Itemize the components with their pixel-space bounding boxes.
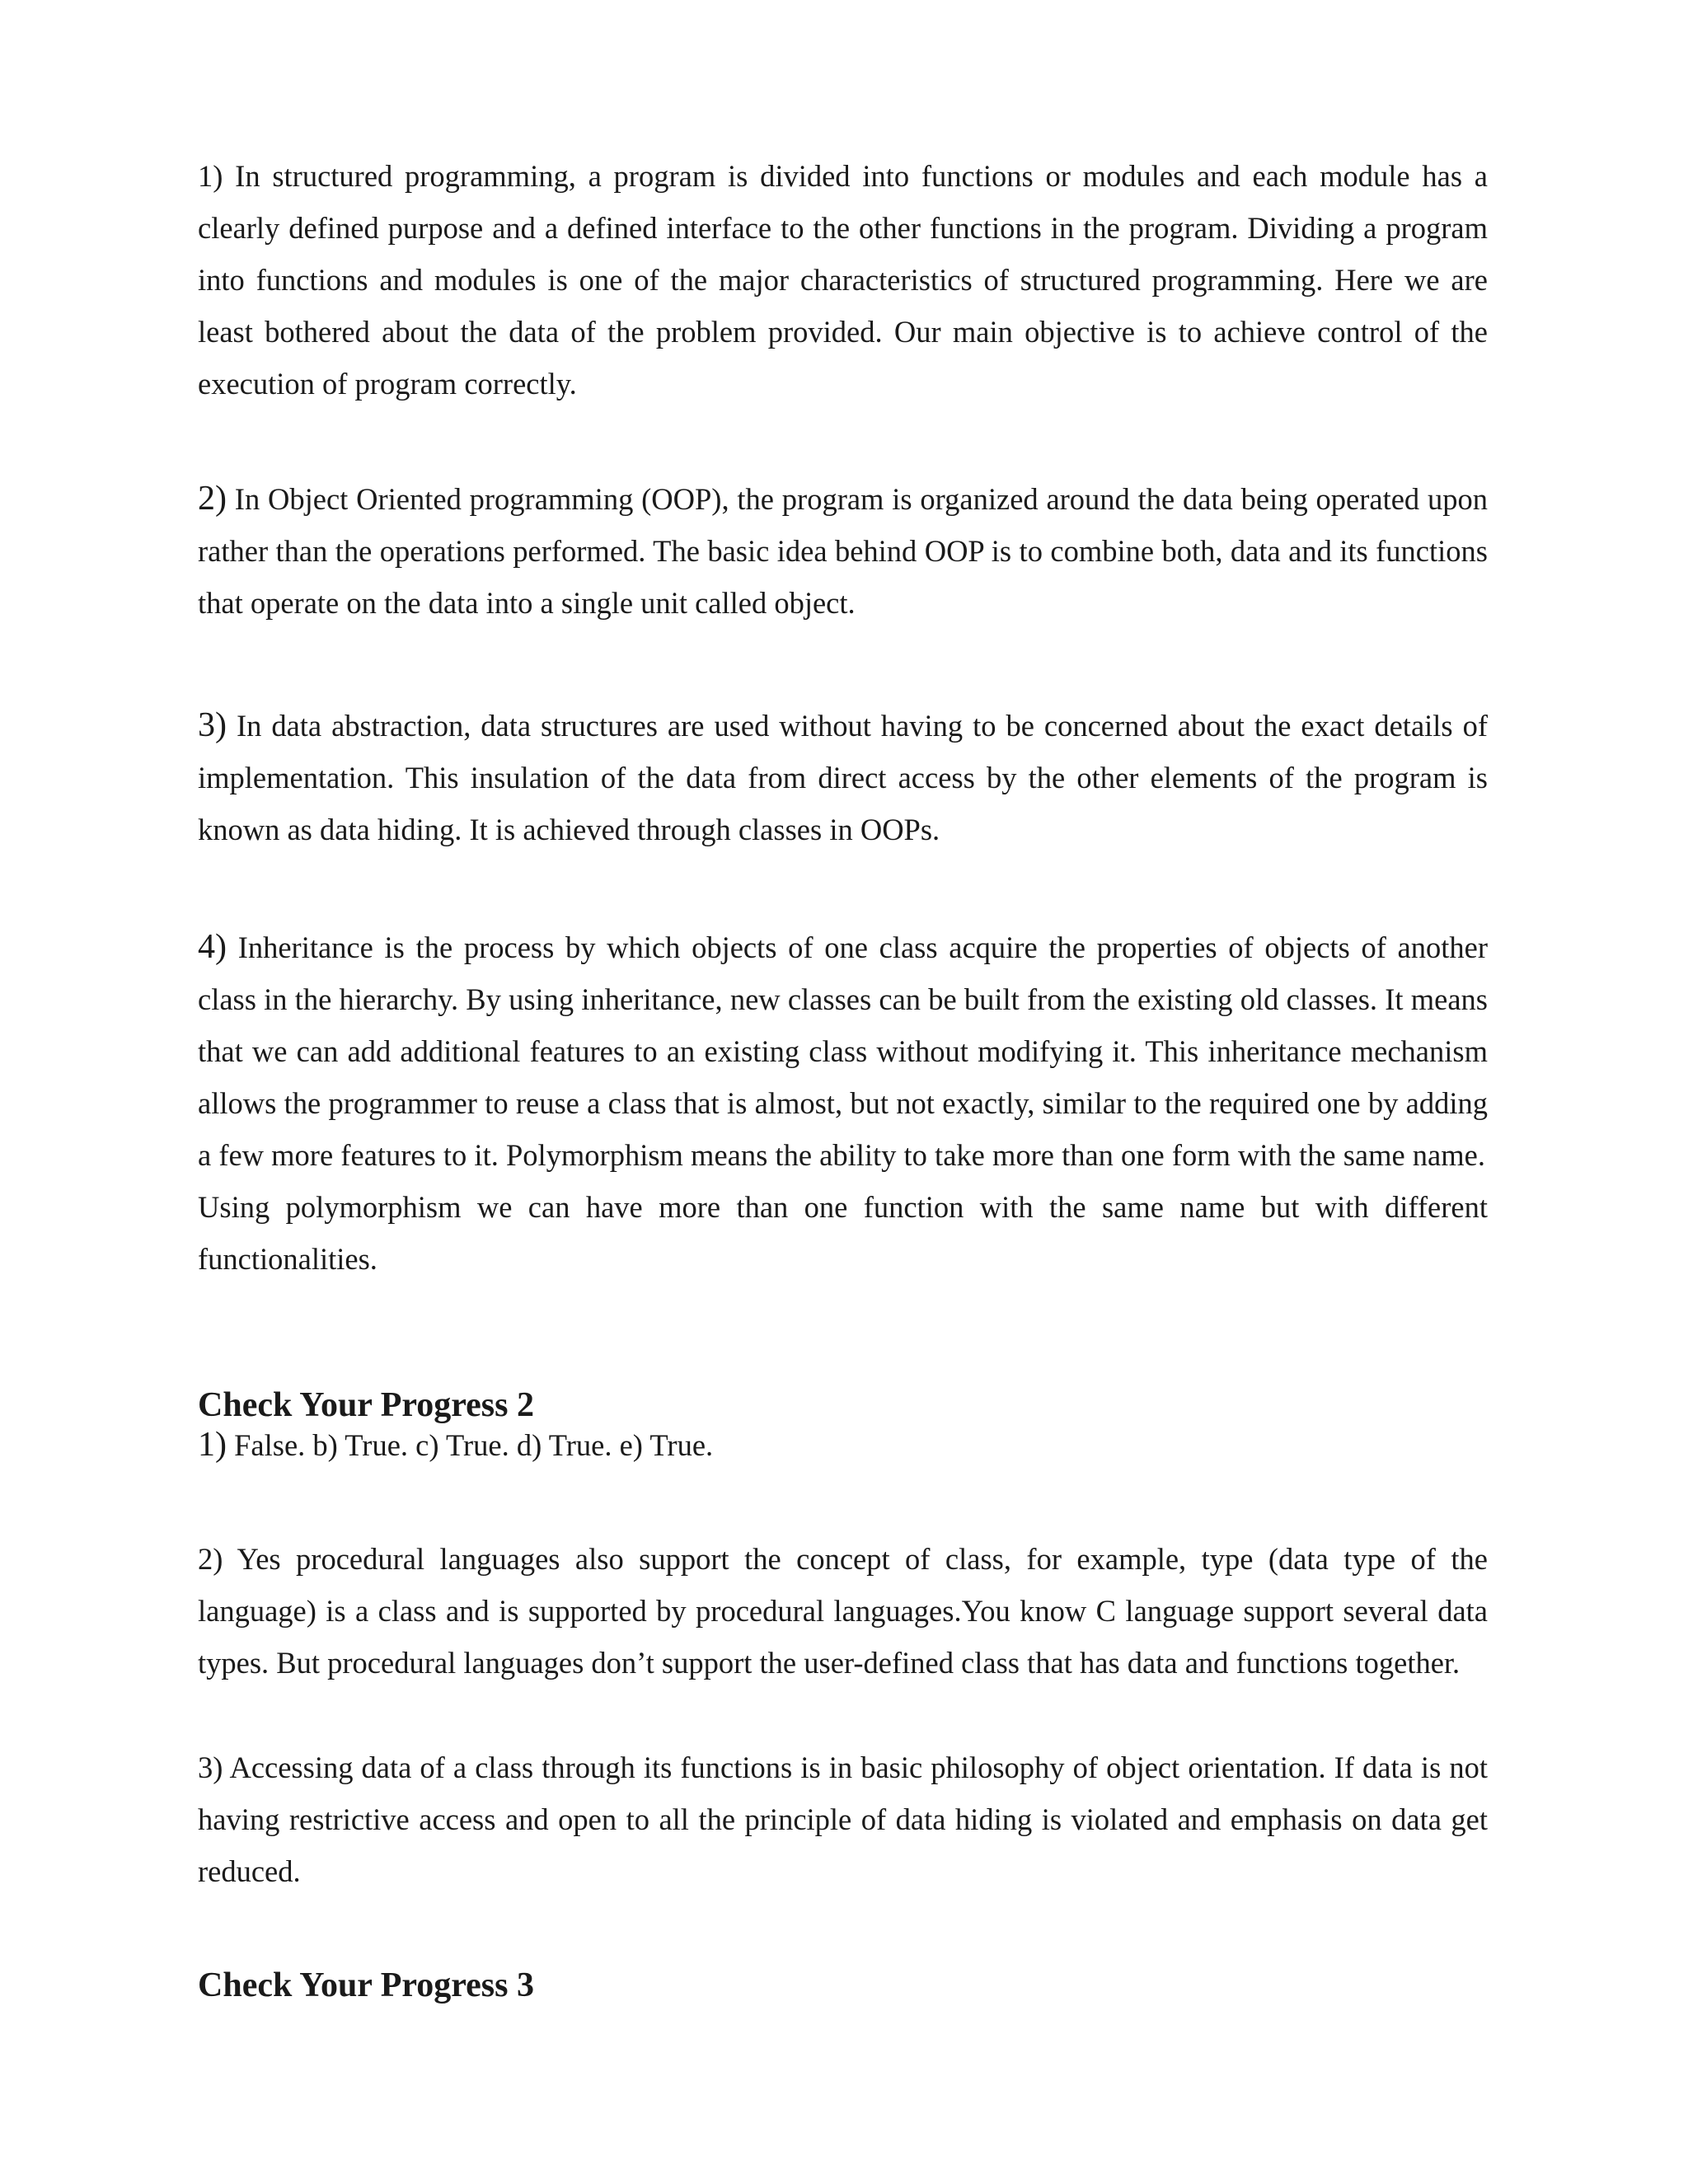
progress-2-answer-3-text: 3) Accessing data of a class through its functions is in basic philosophy of object orientation. If data is not having restrictive access and open to all the principle of data hiding is violated and emphasis on data get reduced. bbox=[198, 1750, 1488, 1888]
answer-1-structured-programming bbox=[198, 150, 1488, 410]
check-your-progress-3-heading: Check Your Progress 3 bbox=[198, 1966, 534, 2004]
progress-2-answer-2-text: 2) Yes procedural languages also support the concept of class, for example, type (data type of the language) is a class and is supported by procedural languages.You know C language support several data types. But procedural languages don’t support the user-defined class that has data and functions together. bbox=[198, 1542, 1488, 1680]
answer-2-object-oriented-programming bbox=[198, 473, 1488, 629]
progress-2-answer-1-number: 1) bbox=[198, 1426, 227, 1464]
answer-3-text: In data abstraction, data structures are used without having to be concerned about the exact details of implementation. This insulation of the data from direct access by the other elements of the program is known as data hiding. It is achieved through classes in OOPs. bbox=[198, 709, 1488, 846]
progress-2-answer-2 bbox=[198, 1533, 1488, 1689]
answer-3-number: 3) bbox=[198, 706, 227, 744]
progress-2-answer-1-text: False. b) True. c) True. d) True. e) True. bbox=[227, 1428, 714, 1462]
answer-4-text: Inheritance is the process by which objects of one class acquire the properties of objects of another class in the hierarchy. By using inheritance, new classes can be built from the existing old classes. It means that we can add additional features to an existing class without modifying it. This inheritance mechanism allows the programmer to reuse a class that is almost, but not exactly, similar to the required one by adding a few more features to it. Polymorphism means the ability to take more than one form with the same name. bbox=[198, 930, 1488, 1172]
check-your-progress-2-heading: Check Your Progress 2 bbox=[198, 1386, 534, 1424]
progress-2-answer-1 bbox=[198, 1419, 1488, 1471]
answer-4-polymorphism-text: Using polymorphism we can have more than one function with the same name but with different functionalities. bbox=[198, 1190, 1488, 1276]
answer-4-number: 4) bbox=[198, 928, 227, 966]
progress-2-answer-3 bbox=[198, 1741, 1488, 1897]
answer-2-number: 2) bbox=[198, 480, 227, 518]
answer-3-data-abstraction bbox=[198, 700, 1488, 855]
answer-4-inheritance bbox=[198, 921, 1488, 1285]
answer-2-text: In Object Oriented programming (OOP), the program is organized around the data being operated upon rather than the operations performed. The basic idea behind OOP is to combine both, data and its functions that operate on the data into a single unit called object. bbox=[198, 482, 1488, 620]
answer-1-text: 1) In structured programming, a program is divided into functions or modules and each module has a clearly defined purpose and a defined interface to the other functions in the program. Dividing a program into functions and modules is one of the major characteristics of structured programming. Here we are least bothered about the data of the problem provided. Our main objective is to achieve control of the execution of program correctly. bbox=[198, 159, 1488, 401]
